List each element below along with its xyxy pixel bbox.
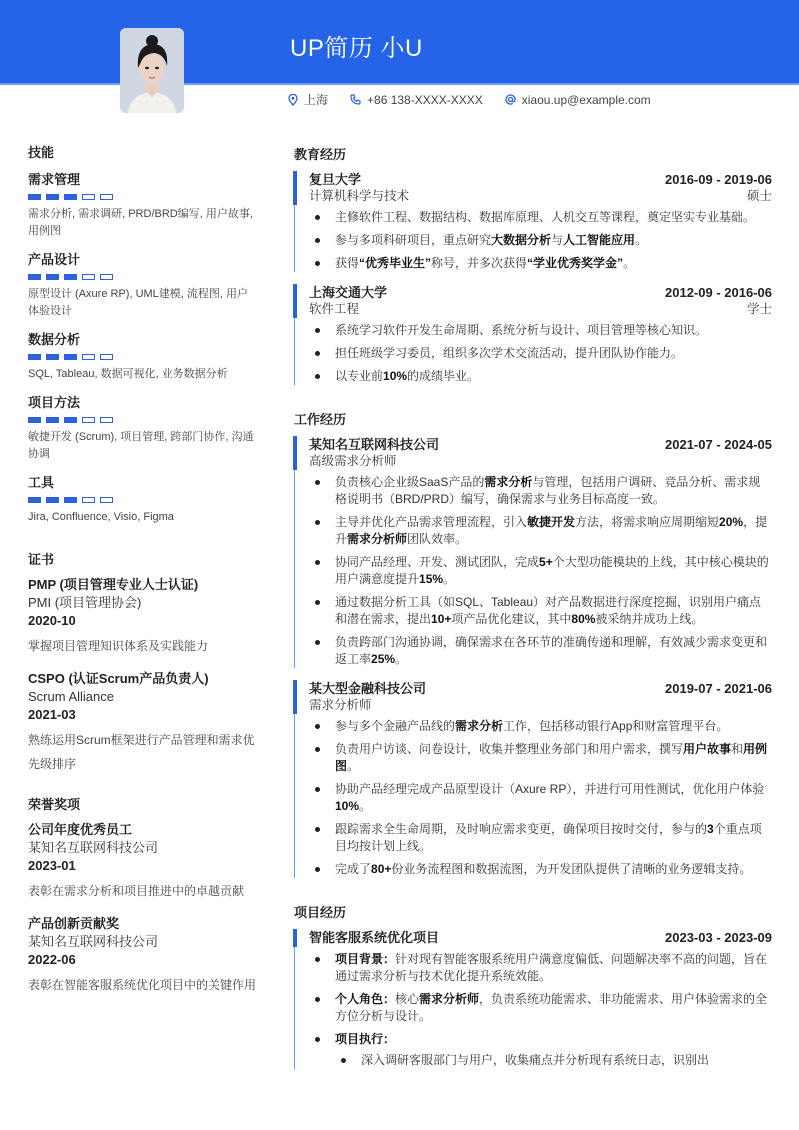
skill-item [28,329,258,383]
education-bullets [309,322,772,385]
degree: 硕士 [746,189,772,203]
bullet-item: 担任班级学习委员，组织多次学术交流活动，提升团队协作能力。 [309,345,772,362]
project-sub-bullets [335,1052,772,1069]
level-filled-icon [46,417,59,423]
date-range: 2023-03 - 2023-09 [665,930,772,945]
date-range: 2016-09 - 2019-06 [665,172,772,187]
at-sign-icon [505,94,516,105]
company-name: 某大型金融科技公司 [309,681,427,696]
bullet-item: 深入调研客服部门与用户，收集痛点并分析现有系统日志，识别出 [335,1052,772,1069]
bullet-item: 跟踪需求全生命周期，及时响应需求变更，确保项目按时交付，参与的3个重点项目均按计划上线。 [309,821,772,855]
certificate-date: 2020-10 [28,613,76,628]
level-empty-icon [100,417,113,423]
contact-phone [350,93,483,107]
entry-header [309,680,772,697]
right-column [294,142,772,1081]
entry-subheader [309,697,772,714]
skill-description: 需求分析, 需求调研, PRD/BRD编写, 用户故事, 用例图 [28,208,253,237]
date-range: 2019-07 - 2021-06 [665,681,772,696]
level-filled-icon [46,354,59,360]
award-date: 2023-01 [28,858,76,873]
skill-level-bars [28,274,258,280]
awards-list [28,821,258,997]
skill-name: 工具 [28,475,55,490]
date-range: 2012-09 - 2016-06 [665,285,772,300]
bullet-item: 项目背景：针对现有智能客服系统用户满意度偏低、问题解决率不高的问题，旨在通过需求分析与技术优化提升系统效能。 [309,951,772,985]
level-filled-icon [46,194,59,200]
skill-description: SQL, Tableau, 数据可视化, 业务数据分析 [28,368,228,380]
skill-name: 产品设计 [28,252,81,267]
award-issuer: 某知名互联网科技公司 [28,840,159,855]
skill-level-bars [28,354,258,360]
level-filled-icon [64,274,77,280]
entry-header [309,436,772,453]
skill-description: 敏捷开发 (Scrum), 项目管理, 跨部门协作, 沟通协调 [28,431,254,460]
certificate-name: PMP (项目管理专业人士认证) [28,577,199,592]
bullet-item: 协同产品经理、开发、测试团队，完成5+个大型功能模块的上线，其中核心模块的用户满意度提升15%。 [309,554,772,588]
level-empty-icon [100,497,113,503]
level-filled-icon [64,194,77,200]
skill-item [28,169,258,240]
level-filled-icon [28,497,41,503]
skill-description: 原型设计 (Axure RP), UML建模, 流程图, 用户体验设计 [28,288,249,317]
level-filled-icon [28,274,41,280]
education-entry [294,284,772,385]
bullet-item: 项目执行： 深入调研客服部门与用户，收集痛点并分析现有系统日志，识别出 [309,1031,772,1069]
level-empty-icon [82,497,95,503]
level-filled-icon [64,417,77,423]
left-column [28,142,258,1009]
bullet-item: 通过数据分析工具（如SQL、Tableau）对产品数据进行深度挖掘，识别用户痛点和潜在需求，提出10+项产品优化建议，其中80%被采纳并成功上线。 [309,594,772,628]
skill-name: 数据分析 [28,332,81,347]
work-entry [294,680,772,878]
work-list [294,436,772,878]
location-pin-icon [288,94,298,106]
degree: 学士 [746,302,772,316]
project-name: 智能客服系统优化项目 [309,930,440,945]
bullet-item: 负责跨部门沟通协调，确保需求在各环节的准确传递和理解，有效减少需求变更和返工率25%。 [309,634,772,668]
certificate-item [28,576,258,658]
candidate-name: UP简历 小U [290,35,423,62]
bullet-item: 系统学习软件开发生命周期、系统分析与设计、项目管理等核心知识。 [309,322,772,339]
certificate-issuer: Scrum Alliance [28,689,114,704]
entry-subheader [309,453,772,470]
entry-subheader [309,301,772,318]
entry-header [309,171,772,188]
award-name: 产品创新贡献奖 [28,916,120,931]
certificate-description: 熟练运用Scrum框架进行产品管理和需求优先级排序 [28,733,255,771]
level-empty-icon [82,194,95,200]
skill-description: Jira, Confluence, Visio, Figma [28,511,174,523]
profile-photo [120,28,184,113]
skill-name: 需求管理 [28,172,81,187]
bullet-item: 以专业前10%的成绩毕业。 [309,368,772,385]
project-entry [294,929,772,1069]
level-empty-icon [82,274,95,280]
section-title-work: 工作经历 [294,412,347,427]
education-list [294,171,772,385]
work-bullets [309,474,772,668]
phone-icon [350,94,361,105]
major: 计算机科学与技术 [309,189,410,203]
bullet-item: 获得“优秀毕业生”称号，并多次获得“学业优秀奖学金”。 [309,255,772,272]
contact-email[interactable] [505,93,651,107]
section-title-projects: 项目经历 [294,905,347,920]
section-title-certificates: 证书 [28,552,55,567]
phone-text: +86 138-XXXX-XXXX [367,92,483,107]
bullet-item: 协助产品经理完成产品原型设计（Axure RP），并进行可用性测试，优化用户体验10%。 [309,781,772,815]
bullet-item: 主修软件工程、数据结构、数据库原理、人机交互等课程，奠定坚实专业基础。 [309,209,772,226]
skill-name: 项目方法 [28,395,81,410]
section-title-skills: 技能 [28,145,55,160]
work-bullets [309,718,772,878]
award-item [28,915,258,997]
education-bullets [309,209,772,272]
entry-header [309,929,772,946]
bullet-item: 主导并优化产品需求管理流程，引入敏捷开发方法，将需求响应周期缩短20%，提升需求分析师团队效率。 [309,514,772,548]
skill-level-bars [28,194,258,200]
certificates-list [28,576,258,776]
entry-subheader [309,188,772,205]
award-item [28,821,258,903]
certificate-date: 2021-03 [28,707,76,722]
bullet-item: 负责用户访谈、问卷设计，收集并整理业务部门和用户需求，撰写用户故事和用例图。 [309,741,772,775]
level-filled-icon [28,194,41,200]
bullet-item: 负责核心企业级SaaS产品的需求分析与管理，包括用户调研、竞品分析、需求规格说明书（BRD/PRD）编写，确保需求与业务目标高度一致。 [309,474,772,508]
bullet-item: 参与多项科研项目，重点研究大数据分析与人工智能应用。 [309,232,772,249]
skills-list [28,169,258,526]
level-empty-icon [100,354,113,360]
job-title: 需求分析师 [309,698,372,712]
email-text[interactable]: xiaou.up@example.com [521,92,651,107]
level-empty-icon [100,274,113,280]
level-empty-icon [100,194,113,200]
certificate-issuer: PMI (项目管理协会) [28,595,142,610]
level-empty-icon [82,354,95,360]
level-filled-icon [64,354,77,360]
skill-item [28,392,258,463]
bullet-item: 个人角色：核心需求分析师，负责系统功能需求、非功能需求、用户体验需求的全方位分析与设计。 [309,991,772,1025]
location-text: 上海 [304,93,329,107]
date-range: 2021-07 - 2024-05 [665,437,772,452]
bullet-item: 参与多个金融产品线的需求分析工作，包括移动银行App和财富管理平台。 [309,718,772,735]
level-filled-icon [46,274,59,280]
projects-list [294,929,772,1069]
portrait-image [120,28,184,113]
level-filled-icon [64,497,77,503]
certificate-item [28,670,258,776]
award-description: 表彰在智能客服系统优化项目中的关键作用 [28,978,257,992]
skill-item [28,472,258,526]
level-filled-icon [46,497,59,503]
award-issuer: 某知名互联网科技公司 [28,934,159,949]
level-empty-icon [82,417,95,423]
certificate-description: 掌握项目管理知识体系及实践能力 [28,639,209,653]
skill-level-bars [28,497,258,503]
project-bullets [309,951,772,1069]
award-name: 公司年度优秀员工 [28,822,133,837]
job-title: 高级需求分析师 [309,454,397,468]
section-title-education: 教育经历 [294,147,347,162]
section-title-awards: 荣誉奖项 [28,797,81,812]
level-filled-icon [28,354,41,360]
work-entry [294,436,772,668]
skill-level-bars [28,417,258,423]
contact-location [288,91,328,108]
school-name: 上海交通大学 [309,285,388,300]
company-name: 某知名互联网科技公司 [309,437,440,452]
award-description: 表彰在需求分析和项目推进中的卓越贡献 [28,884,245,898]
level-filled-icon [28,417,41,423]
skill-item [28,249,258,320]
major: 软件工程 [309,302,360,316]
education-entry [294,171,772,272]
contact-info [288,91,673,108]
award-date: 2022-06 [28,952,76,967]
bullet-item: 完成了80+份业务流程图和数据流图，为开发团队提供了清晰的业务逻辑支持。 [309,861,772,878]
entry-header [309,284,772,301]
certificate-name: CSPO (认证Scrum产品负责人) [28,671,209,686]
school-name: 复旦大学 [309,172,362,187]
